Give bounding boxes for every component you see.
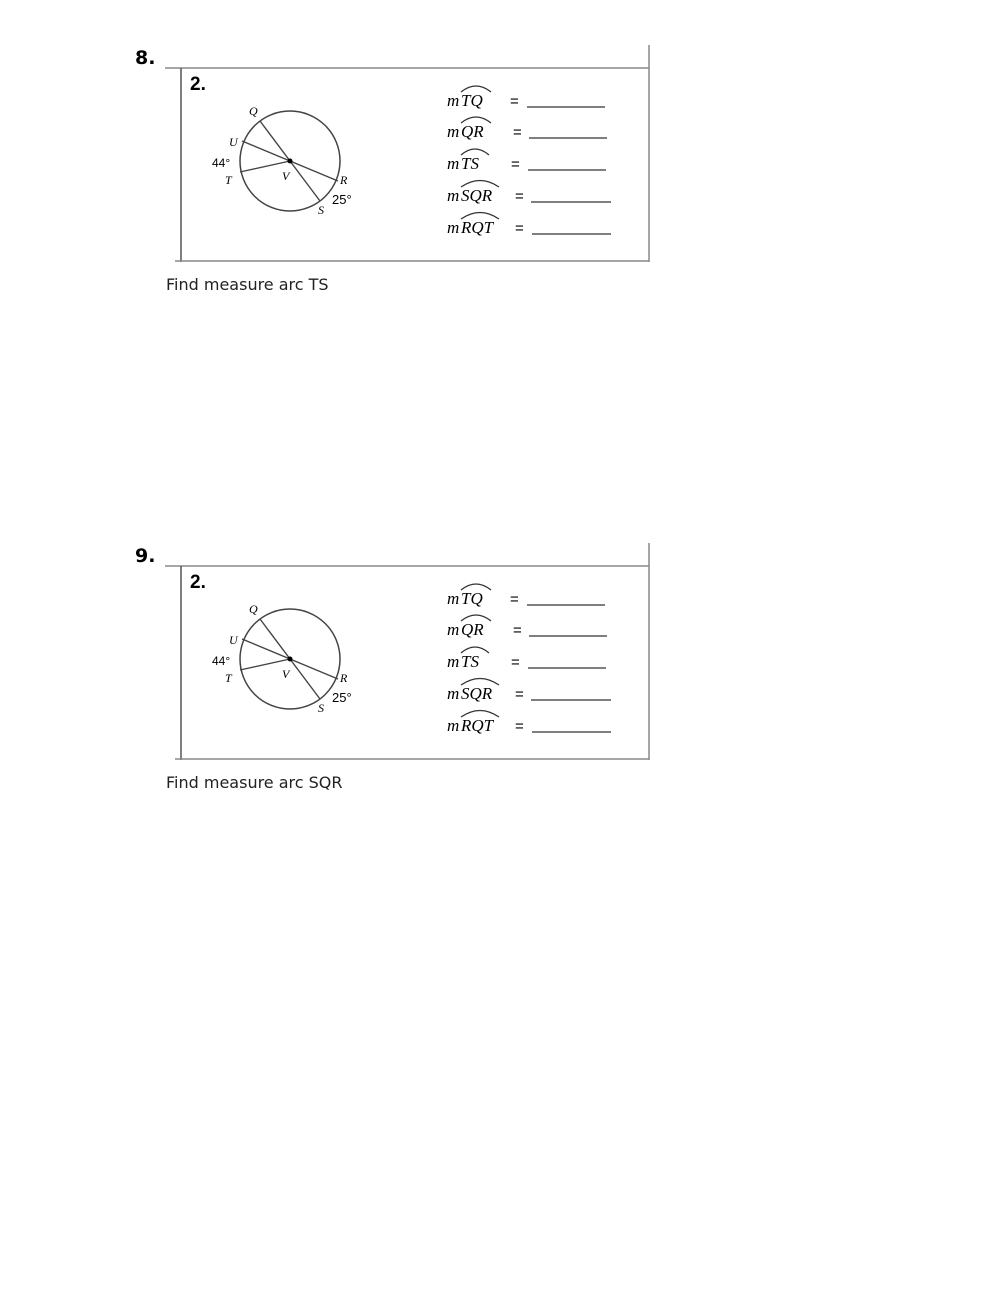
angle-label-right: 25° (332, 690, 352, 705)
point-label-v: V (282, 667, 290, 681)
arc-row (447, 213, 611, 238)
equals-sign: = (511, 654, 520, 671)
point-label-t: T (225, 671, 232, 685)
point-label-u: U (229, 135, 238, 149)
point-label-v: V (282, 169, 290, 183)
angle-label-right: 25° (332, 192, 352, 207)
point-label-q: Q (249, 602, 258, 616)
arc-prefix: m (447, 186, 460, 205)
point-label-q: Q (249, 104, 258, 118)
point-label-s: S (318, 203, 324, 217)
point-label-t: T (225, 173, 232, 187)
arc-prefix: m (447, 122, 460, 141)
arc-name: TS (461, 154, 479, 173)
arc-prefix: m (447, 589, 460, 608)
arc-name: TQ (461, 589, 483, 608)
point-label-u: U (229, 633, 238, 647)
arc-row (447, 117, 607, 141)
problem-figure (165, 45, 651, 262)
arc-row (447, 86, 605, 110)
arc-prefix: m (447, 91, 460, 110)
arc-name: SQR (461, 684, 493, 703)
point-label-r: R (340, 173, 348, 187)
circle-arc-diagram (165, 45, 651, 262)
arc-row (447, 584, 605, 608)
arc-prefix: m (447, 154, 460, 173)
question-number: 9. (135, 545, 156, 567)
arc-row (447, 711, 611, 736)
point-label-r: R (340, 671, 348, 685)
arc-name: SQR (461, 186, 493, 205)
arc-prefix: m (447, 620, 460, 639)
inner-problem-number: 2. (190, 74, 206, 95)
question-prompt: Find measure arc SQR (166, 773, 343, 792)
center-point (288, 657, 293, 662)
angle-label-left: 44° (212, 654, 231, 668)
arc-name: QR (461, 122, 484, 141)
equals-sign: = (515, 718, 524, 735)
inner-problem-number: 2. (190, 572, 206, 593)
arc-row (447, 149, 606, 173)
arc-row (447, 615, 607, 639)
equals-sign: = (515, 220, 524, 237)
arc-row (447, 679, 611, 704)
problem-figure (165, 543, 651, 760)
equals-sign: = (510, 591, 519, 608)
question-prompt: Find measure arc TS (166, 275, 329, 294)
arc-prefix: m (447, 716, 460, 735)
arc-name: QR (461, 620, 484, 639)
arc-name: TS (461, 652, 479, 671)
arc-row (447, 181, 611, 206)
arc-name: TQ (461, 91, 483, 110)
equals-sign: = (515, 188, 524, 205)
arc-prefix: m (447, 652, 460, 671)
point-label-s: S (318, 701, 324, 715)
question-number: 8. (135, 47, 156, 69)
arc-prefix: m (447, 684, 460, 703)
arc-prefix: m (447, 218, 460, 237)
arc-name: RQT (461, 218, 494, 237)
equals-sign: = (510, 93, 519, 110)
angle-label-left: 44° (212, 156, 231, 170)
arc-name: RQT (461, 716, 494, 735)
equals-sign: = (513, 124, 522, 141)
equals-sign: = (515, 686, 524, 703)
center-point (288, 159, 293, 164)
arc-row (447, 647, 606, 671)
equals-sign: = (511, 156, 520, 173)
equals-sign: = (513, 622, 522, 639)
circle-arc-diagram (165, 543, 651, 760)
